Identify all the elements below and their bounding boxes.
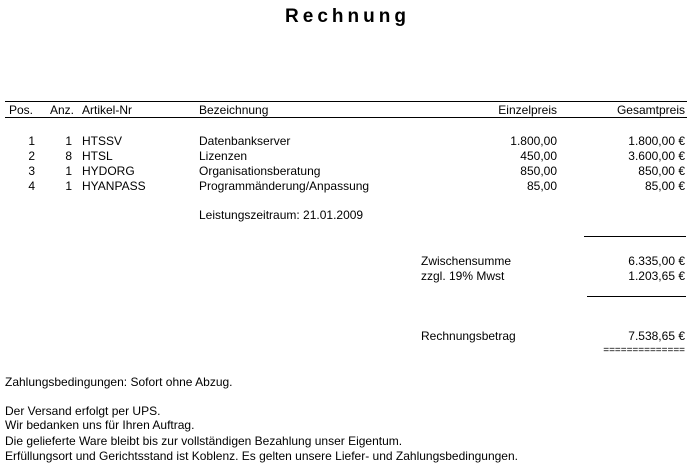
- footer-line: Erfüllungsort und Gerichtsstand ist Koblenz. Es gelten unsere Liefer- und Zahlungsbedingungen.: [5, 449, 518, 463]
- row-pos: 3: [28, 164, 35, 178]
- header-gesamtpreis: Gesamtpreis: [616, 103, 685, 117]
- zahlungsbedingungen: Zahlungsbedingungen: Sofort ohne Abzug.: [5, 375, 233, 389]
- row-artikel: HTSL: [82, 149, 113, 163]
- header-pos: Pos.: [9, 103, 34, 117]
- row-anz: 1: [65, 179, 72, 193]
- row-einzelpreis: 450,00: [520, 149, 557, 163]
- header-top-rule: [5, 101, 687, 102]
- header-einzelpreis: Einzelpreis: [498, 103, 557, 117]
- row-bezeichnung: Lizenzen: [199, 149, 248, 163]
- row-einzelpreis: 850,00: [520, 164, 557, 178]
- zwischensumme-value: 6.335,00 €: [628, 254, 685, 268]
- row-bezeichnung: Organisationsberatung: [199, 164, 321, 178]
- footer-line: Die gelieferte Ware bleibt bis zur vollständigen Bezahlung unser Eigentum.: [5, 434, 403, 448]
- header-anz: Anz.: [50, 103, 75, 117]
- total-double-underline: ==============: [603, 345, 685, 356]
- row-artikel: HYANPASS: [82, 179, 146, 193]
- mwst-label: zzgl. 19% Mwst: [421, 269, 505, 283]
- invoice-title: Rechnung: [285, 6, 410, 27]
- leistungszeitraum: Leistungszeitraum: 21.01.2009: [199, 208, 364, 222]
- row-anz: 1: [65, 134, 72, 148]
- tax-rule: [587, 296, 686, 297]
- rechnungsbetrag-label: Rechnungsbetrag: [421, 329, 516, 343]
- row-gesamtpreis: 1.800,00 €: [628, 134, 685, 148]
- row-bezeichnung: Datenbankserver: [199, 134, 291, 148]
- row-artikel: HYDORG: [82, 164, 135, 178]
- row-pos: 2: [28, 149, 35, 163]
- row-einzelpreis: 1.800,00: [510, 134, 557, 148]
- zwischensumme-label: Zwischensumme: [421, 254, 512, 268]
- rechnungsbetrag-value: 7.538,65 €: [628, 329, 685, 343]
- row-einzelpreis: 85,00: [526, 179, 557, 193]
- row-gesamtpreis: 850,00 €: [638, 164, 685, 178]
- row-gesamtpreis: 3.600,00 €: [628, 149, 685, 163]
- row-gesamtpreis: 85,00 €: [644, 179, 685, 193]
- header-bottom-rule: [5, 117, 687, 118]
- row-pos: 4: [28, 179, 35, 193]
- row-artikel: HTSSV: [82, 134, 123, 148]
- header-artikel-nr: Artikel-Nr: [82, 103, 132, 117]
- row-anz: 8: [65, 149, 72, 163]
- header-bezeichnung: Bezeichnung: [199, 103, 269, 117]
- footer-line: Der Versand erfolgt per UPS.: [5, 404, 161, 418]
- subtotal-rule: [584, 236, 686, 237]
- row-bezeichnung: Programmänderung/Anpassung: [199, 179, 370, 193]
- mwst-value: 1.203,65 €: [628, 269, 685, 283]
- footer-line: Wir bedanken uns für Ihren Auftrag.: [5, 418, 195, 432]
- row-pos: 1: [28, 134, 35, 148]
- row-anz: 1: [65, 164, 72, 178]
